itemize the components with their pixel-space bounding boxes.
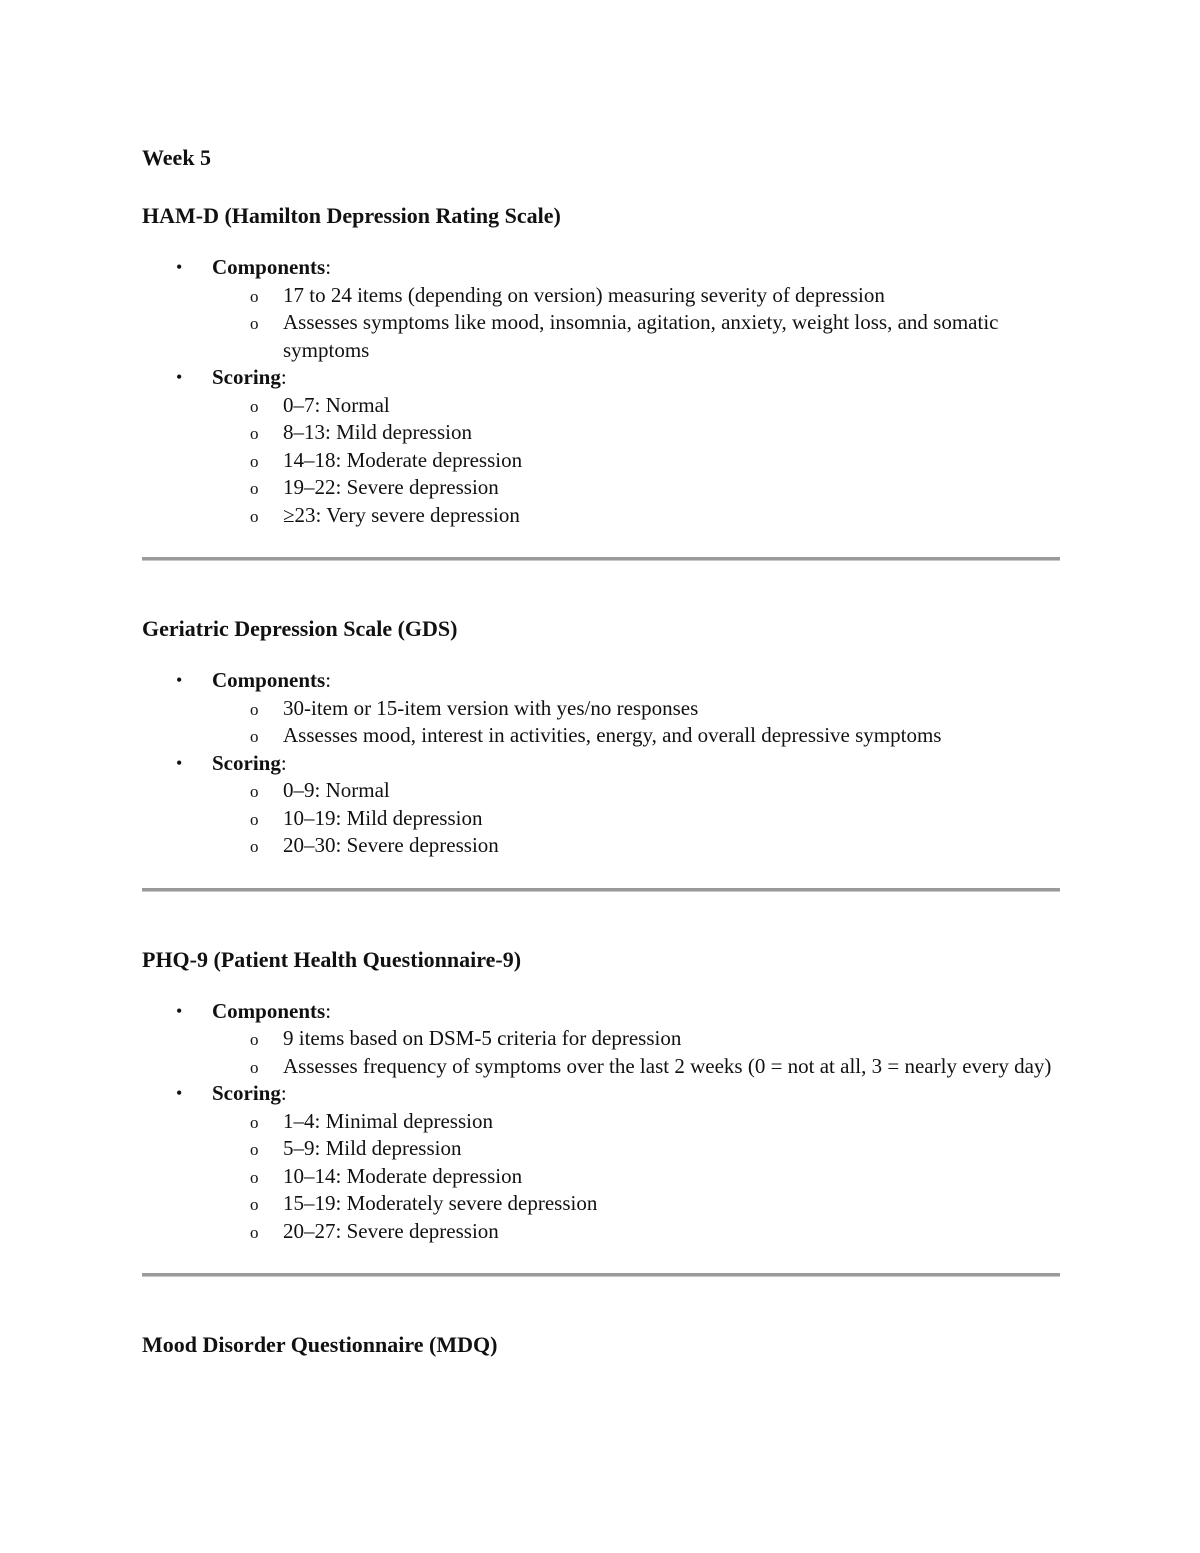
section-list xyxy=(142,667,1060,860)
list-item-text: 20–27: Severe depression xyxy=(283,1218,499,1243)
components-sublist xyxy=(212,282,1060,365)
colon: : xyxy=(280,365,287,389)
colon: : xyxy=(325,668,332,692)
components-sublist xyxy=(212,695,1060,750)
circle-bullet-icon: o xyxy=(250,809,259,829)
list-item-text: 9 items based on DSM-5 criteria for depression xyxy=(283,1026,682,1050)
list-item xyxy=(142,695,1060,723)
bullet-icon: • xyxy=(176,752,183,773)
section-phq-9 xyxy=(142,944,1060,1246)
list-item-text: 17 to 24 items (depending on version) measuring severity of depression xyxy=(283,282,885,307)
list-item xyxy=(142,1135,1060,1163)
section-gds xyxy=(142,613,1060,860)
scoring-item xyxy=(142,750,1060,860)
list-item xyxy=(142,805,1060,833)
list-item-text: ≥23: Very severe depression xyxy=(283,502,520,527)
circle-bullet-icon: o xyxy=(250,837,259,856)
section-mdq xyxy=(142,1329,1060,1361)
list-item-text: 10–19: Mild depression xyxy=(283,805,483,830)
list-item-text: Assesses mood, interest in activities, energy, and overall depressive symptoms xyxy=(283,723,942,747)
list-item-text: 5–9: Mild depression xyxy=(283,1136,462,1160)
list-item xyxy=(142,777,1060,805)
horizontal-divider xyxy=(142,557,1060,561)
list-item xyxy=(142,419,1060,447)
colon: : xyxy=(280,1081,287,1105)
components-item xyxy=(142,667,1060,750)
bullet-icon: • xyxy=(176,1083,183,1103)
list-item xyxy=(142,1163,1060,1191)
circle-bullet-icon: o xyxy=(250,286,259,306)
scoring-sublist xyxy=(212,392,1060,530)
section-title: PHQ-9 (Patient Health Questionnaire-9) xyxy=(142,946,522,972)
scoring-label: Scoring xyxy=(212,365,281,389)
list-item xyxy=(142,1053,1060,1081)
list-item-text: 1–4: Minimal depression xyxy=(283,1108,493,1133)
circle-bullet-icon: o xyxy=(250,699,259,719)
circle-bullet-icon: o xyxy=(250,727,259,746)
circle-bullet-icon: o xyxy=(250,479,259,498)
circle-bullet-icon: o xyxy=(250,1167,259,1187)
list-item-text: 19–22: Severe depression xyxy=(283,475,499,499)
list-item xyxy=(142,722,1060,750)
list-item xyxy=(142,309,1060,364)
bullet-icon: • xyxy=(176,367,183,387)
components-item xyxy=(142,998,1060,1081)
circle-bullet-icon: o xyxy=(250,314,259,333)
circle-bullet-icon: o xyxy=(250,506,259,526)
list-item-text: 20–30: Severe depression xyxy=(283,833,499,857)
circle-bullet-icon: o xyxy=(250,1222,259,1242)
horizontal-divider xyxy=(142,888,1060,892)
list-item xyxy=(142,1108,1060,1136)
list-item-text: Assesses frequency of symptoms over the last 2 weeks (0 = not at all, 3 = nearly every day) xyxy=(283,1053,1052,1078)
list-item-text: 15–19: Moderately severe depression xyxy=(283,1191,598,1215)
scoring-sublist xyxy=(212,777,1060,860)
document-page xyxy=(142,142,1060,1383)
section-title: Mood Disorder Questionnaire (MDQ) xyxy=(142,1332,498,1357)
list-item xyxy=(142,392,1060,420)
bullet-icon: • xyxy=(176,670,183,690)
bullet-icon: • xyxy=(176,257,183,277)
components-item xyxy=(142,254,1060,364)
components-label: Components xyxy=(212,668,326,692)
scoring-label: Scoring xyxy=(212,1081,281,1105)
circle-bullet-icon: o xyxy=(250,1057,259,1077)
circle-bullet-icon: o xyxy=(250,782,259,801)
list-item xyxy=(142,1190,1060,1218)
horizontal-divider xyxy=(142,1273,1060,1277)
circle-bullet-icon: o xyxy=(250,1140,259,1159)
colon: : xyxy=(325,255,332,279)
list-item-text: 30-item or 15-item version with yes/no responses xyxy=(283,695,699,720)
list-item-text: 0–7: Normal xyxy=(283,392,390,417)
list-item-text: 10–14: Moderate depression xyxy=(283,1163,523,1188)
circle-bullet-icon: o xyxy=(250,1195,259,1214)
components-label: Components xyxy=(212,998,326,1023)
section-ham-d xyxy=(142,200,1060,529)
circle-bullet-icon: o xyxy=(250,451,259,471)
section-list xyxy=(142,254,1060,529)
section-title: HAM-D (Hamilton Depression Rating Scale) xyxy=(142,203,561,228)
list-item xyxy=(142,1025,1060,1053)
list-item xyxy=(142,832,1060,860)
components-sublist xyxy=(212,1025,1060,1080)
circle-bullet-icon: o xyxy=(250,1030,259,1049)
colon: : xyxy=(280,750,287,775)
list-item xyxy=(142,447,1060,475)
week-title: Week 5 xyxy=(142,145,212,170)
list-item xyxy=(142,502,1060,530)
list-item-text: Assesses symptoms like mood, insomnia, agitation, anxiety, weight loss, and somatic symptoms xyxy=(283,310,999,362)
scoring-sublist xyxy=(212,1108,1060,1246)
list-item xyxy=(142,474,1060,502)
section-title: Geriatric Depression Scale (GDS) xyxy=(142,616,458,641)
circle-bullet-icon: o xyxy=(250,424,259,443)
list-item xyxy=(142,1218,1060,1246)
components-label: Components xyxy=(212,255,326,279)
section-list xyxy=(142,998,1060,1246)
list-item-text: 14–18: Moderate depression xyxy=(283,447,523,472)
scoring-item xyxy=(142,1080,1060,1245)
bullet-icon: • xyxy=(176,1000,183,1021)
circle-bullet-icon: o xyxy=(250,396,259,416)
scoring-label: Scoring xyxy=(212,750,281,775)
list-item-text: 0–9: Normal xyxy=(283,778,390,802)
circle-bullet-icon: o xyxy=(250,1112,259,1132)
list-item-text: 8–13: Mild depression xyxy=(283,420,472,444)
scoring-item xyxy=(142,364,1060,529)
list-item xyxy=(142,282,1060,310)
colon: : xyxy=(325,998,332,1023)
